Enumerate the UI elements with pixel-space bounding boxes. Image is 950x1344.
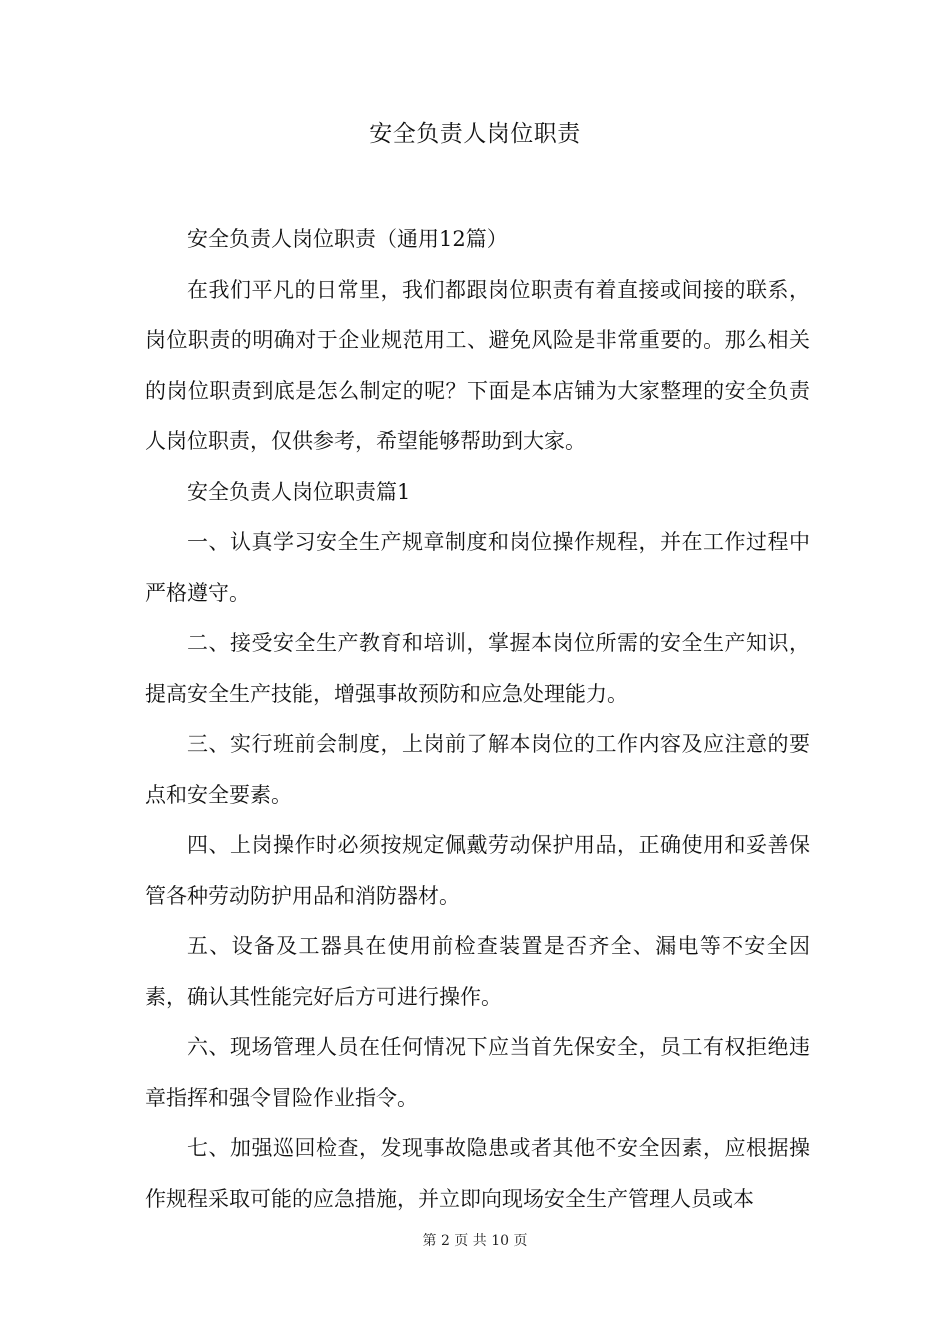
- page-footer: 第 2 页 共 10 页: [422, 1233, 528, 1249]
- paragraph-subtitle: 安全负责人岗位职责（通用12篇）: [187, 227, 508, 251]
- document-body: [145, 214, 810, 1224]
- paragraph-item-4: 四、上岗操作时必须按规定佩戴劳动保护用品，正确使用和妥善保管各种劳动防护用品和消防器材。: [145, 833, 810, 908]
- paragraph-item-1: 一、认真学习安全生产规章制度和岗位操作规程，并在工作过程中严格遵守。: [145, 530, 810, 605]
- paragraph-item-7: 七、加强巡回检查，发现事故隐患或者其他不安全因素，应根据操作规程采取可能的应急措施，并立即向现场安全生产管理人员或本: [145, 1136, 810, 1211]
- paragraph-intro: 在我们平凡的日常里，我们都跟岗位职责有着直接或间接的联系，岗位职责的明确对于企业规范用工、避免风险是非常重要的。那么相关的岗位职责到底是怎么制定的呢？下面是本店铺为大家整理的安全负责人岗位职责，仅供参考，希望能够帮助到大家。: [145, 277, 810, 453]
- page-title: 安全负责人岗位职责: [369, 121, 581, 147]
- paragraph-item-5: 五、设备及工器具在使用前检查装置是否齐全、漏电等不安全因素，确认其性能完好后方可进行操作。: [145, 934, 810, 1009]
- paragraph-item-2: 二、接受安全生产教育和培训，掌握本岗位所需的安全生产知识，提高安全生产技能，增强事故预防和应急处理能力。: [145, 631, 810, 706]
- paragraph-section-heading: 安全负责人岗位职责篇1: [187, 479, 411, 504]
- paragraph-item-3: 三、实行班前会制度，上岗前了解本岗位的工作内容及应注意的要点和安全要素。: [145, 732, 810, 807]
- paragraph-item-6: 六、现场管理人员在任何情况下应当首先保安全，员工有权拒绝违章指挥和强令冒险作业指令。: [145, 1035, 810, 1110]
